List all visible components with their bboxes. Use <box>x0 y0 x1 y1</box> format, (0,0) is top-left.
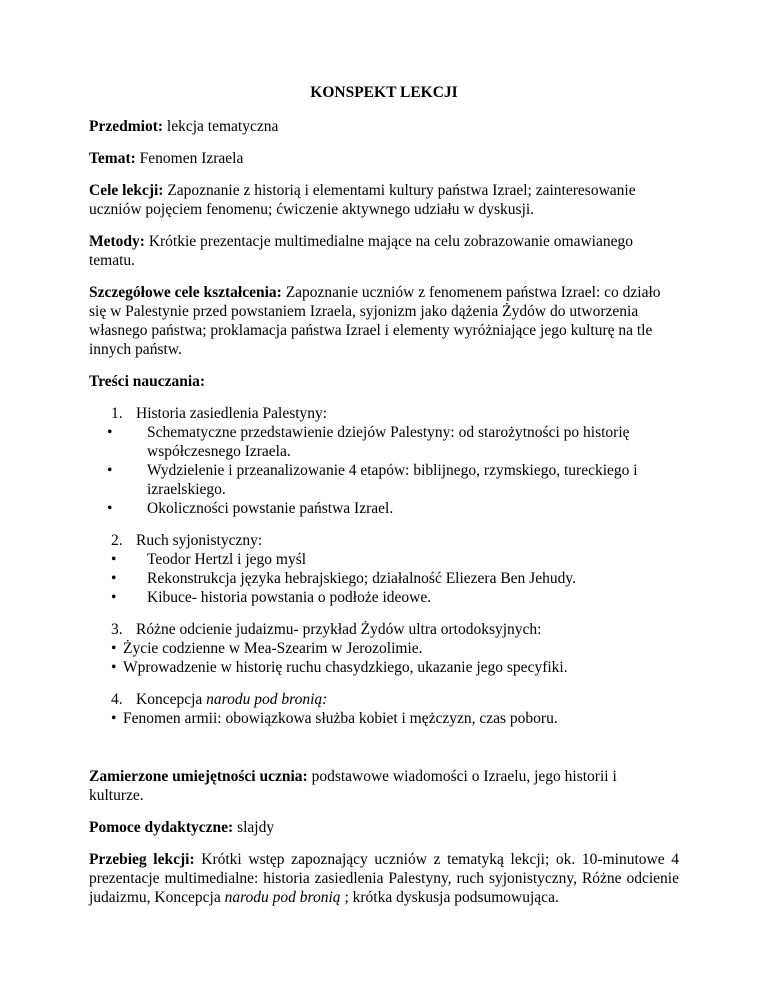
content-label: Treści nauczania: <box>89 373 206 390</box>
bullet-icon: • <box>111 710 117 727</box>
section-3-heading: Różne odcienie judaizmu- przykład Żydów ultra ortodoksyjnych: <box>136 621 542 638</box>
detailed-goals-line-3: własnego państwa; proklamacja państwa Izrael i elementy wyróżniające jego kulturę na tle <box>89 322 653 339</box>
section-2-bullet-3: Kibuce- historia powstania o podłoże ideowe. <box>147 589 432 606</box>
section-2-bullet-2: Rekonstrukcja języka hebrajskiego; działalność Eliezera Ben Jehudy. <box>147 570 576 587</box>
course-label: Przebieg lekcji: <box>89 851 195 868</box>
section-2-heading: Ruch syjonistyczny: <box>136 532 263 549</box>
content-heading <box>89 372 679 391</box>
section-1-bullet-2-cont: izraelskiego. <box>147 481 226 498</box>
detailed-goals-line-2: się w Palestynie przed powstaniem Izraela, syjonizm jako dążenia Żydów do utworzenia <box>89 303 639 320</box>
skills-line-2: kulturze. <box>89 787 144 804</box>
section-4-heading-italic: narodu pod bronią: <box>206 691 328 708</box>
section-3-number: 3. <box>111 621 123 638</box>
goals-text-1: Zapoznanie z historią i elementami kultury państwa Izrael; zainteresowanie <box>163 182 636 199</box>
document-title: KONSPEKT LEKCJI <box>310 84 458 101</box>
course-text-3b: ; krótka dyskusja podsumowująca. <box>340 889 559 906</box>
section-4-number: 4. <box>111 691 123 708</box>
section-3-bullet-2: Wprowadzenie w historię ruchu chasydzkiego, ukazanie jego specyfiki. <box>123 659 568 676</box>
aids-label: Pomoce dydaktyczne: <box>89 819 234 836</box>
section-3-bullet-1: Życie codzienne w Mea-Szearim w Jerozolimie. <box>123 640 423 657</box>
methods-line-2: tematu. <box>89 252 136 269</box>
topic-value: Fenomen Izraela <box>135 150 244 167</box>
course-line-3 <box>89 888 679 907</box>
section-4-bullet-1: Fenomen armii: obowiązkowa służba kobiet i mężczyzn, czas poboru. <box>123 710 558 727</box>
section-1-bullet-1-cont: współczesnego Izraela. <box>147 443 291 460</box>
methods-line-1 <box>89 232 679 251</box>
course-text-1: Krótki wstęp zapoznający uczniów z tematyką lekcji; ok. 10-minutowe 4 <box>194 851 679 868</box>
section-2-bullet-1: Teodor Hertzl i jego myśl <box>147 551 307 568</box>
course-line-2: prezentacje multimedialne: historia zasiedlenia Palestyny, ruch syjonistyczny, Różne odcienie <box>89 870 679 887</box>
course-text-3a: judaizmu, Koncepcja <box>89 889 225 906</box>
goals-label: Cele lekcji: <box>89 182 164 199</box>
bullet-icon: • <box>111 589 117 606</box>
course-line-1 <box>89 850 679 869</box>
bullet-icon: • <box>111 551 117 568</box>
section-1-bullet-3: Okoliczności powstanie państwa Izrael. <box>147 500 394 517</box>
skills-line-1 <box>89 767 679 786</box>
detailed-goals-line-4: innych państw. <box>89 341 182 358</box>
bullet-icon: • <box>111 570 117 587</box>
topic-line <box>89 149 679 168</box>
bullet-icon: • <box>111 640 117 657</box>
subject-value: lekcja tematyczna <box>163 118 279 135</box>
methods-label: Metody: <box>89 233 145 250</box>
subject-line <box>89 117 679 136</box>
aids-value: slajdy <box>233 819 275 836</box>
bullet-icon: • <box>107 500 113 517</box>
section-1-bullet-1: Schematyczne przedstawienie dziejów Palestyny: od starożytności po historię <box>147 424 630 441</box>
bullet-icon: • <box>107 462 113 479</box>
section-4-heading-text: Koncepcja <box>136 691 207 708</box>
skills-text-1: podstawowe wiadomości o Izraelu, jego historii i <box>307 768 617 785</box>
methods-text-1: Krótkie prezentacje multimedialne mające na celu zobrazowanie omawianego <box>144 233 633 250</box>
section-2-number: 2. <box>111 532 123 549</box>
subject-label: Przedmiot: <box>89 118 164 135</box>
skills-label: Zamierzone umiejętności ucznia: <box>89 768 308 785</box>
section-1-number: 1. <box>111 405 123 422</box>
bullet-icon: • <box>107 424 113 441</box>
detailed-goals-label: Szczegółowe cele kształcenia: <box>89 284 282 301</box>
section-4-heading <box>136 690 327 709</box>
section-1-heading: Historia zasiedlenia Palestyny: <box>136 405 328 422</box>
detailed-goals-text-1: Zapoznanie uczniów z fenomenem państwa Izrael: co działo <box>281 284 661 301</box>
topic-label: Temat: <box>89 150 136 167</box>
course-text-3-italic: narodu pod bronią <box>224 889 341 906</box>
detailed-goals-line-1 <box>89 283 679 302</box>
bullet-icon: • <box>111 659 117 676</box>
goals-line-2: uczniów pojęciem fenomenu; ćwiczenie aktywnego udziału w dyskusji. <box>89 201 535 218</box>
aids-line <box>89 818 679 837</box>
section-1-bullet-2: Wydzielenie i przeanalizowanie 4 etapów: biblijnego, rzymskiego, tureckiego i <box>147 462 638 479</box>
goals-line-1 <box>89 181 679 200</box>
